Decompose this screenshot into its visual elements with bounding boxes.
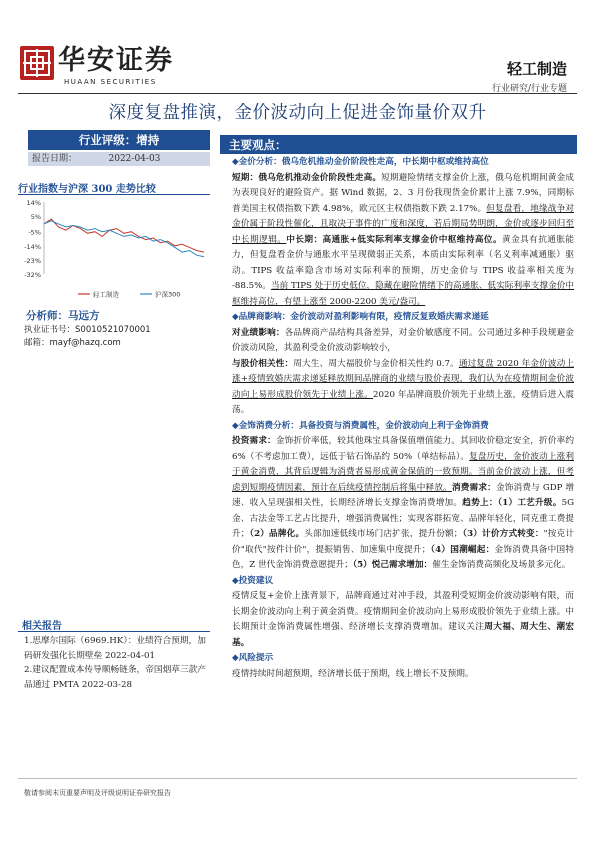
- y-tick-label: -23%: [24, 256, 41, 265]
- cert-label: 执业证书号：: [24, 325, 76, 335]
- main-header-label: 主要观点：: [229, 138, 287, 152]
- date-value: 2022-04-03: [108, 154, 161, 164]
- related-reports-list: [24, 634, 212, 692]
- footer-disclaimer: 敬请参阅末页重要声明及评级说明证券研究报告: [24, 789, 171, 797]
- legend-label: 沪深300: [155, 290, 181, 299]
- y-tick-label: -32%: [24, 271, 41, 279]
- y-tick-label: 14%: [26, 199, 41, 207]
- section-heading: [232, 155, 574, 171]
- email: [24, 336, 121, 348]
- logo-english: HUAAN SECURITIES: [64, 78, 157, 86]
- header-divider: [18, 93, 577, 94]
- industry-name: 轻工制造: [506, 60, 567, 78]
- section-heading: [232, 651, 574, 667]
- email-value: mayf@hazq.com: [49, 338, 121, 348]
- section-title: 品牌商影响：金价波动对盈利影响有限，疫情反复致婚庆需求递延: [238, 312, 489, 322]
- index-comparison-chart: [18, 196, 210, 304]
- y-tick-label: -14%: [24, 242, 41, 251]
- paragraph: 疫情反复+金价上涨背景下，品牌商通过对冲手段，其盈利受短期金价波动影响有限，而长期金价波动向上利于黄金消费。疫情期间金价波动向上易形成股价领先于业绩上涨。中长期预计金饰消费属性增强、经济增长支撑消费增加。建议关注周大福、周大生、潮宏基。: [232, 591, 574, 648]
- series-line-1: [44, 219, 204, 252]
- legend-label: 轻工制造: [93, 290, 119, 299]
- paragraph: 疫情持续时间超预期，经济增长低于预期，线上增长不及预期。: [232, 668, 474, 679]
- diamond-icon: ◆: [232, 157, 239, 167]
- y-tick-label: 5%: [30, 213, 41, 222]
- certificate-number: [24, 323, 151, 335]
- footer-divider: [18, 778, 577, 779]
- rating-badge: 行业评级：增持: [28, 130, 210, 150]
- related-reports-title: 相关报告: [22, 621, 62, 632]
- report-type: 行业研究/行业专题: [491, 84, 567, 94]
- chart-divider: [18, 194, 210, 195]
- page-title: 深度复盘推演，金价波动向上促进金饰量价双升: [108, 103, 487, 123]
- paragraph: 对业绩影响：各品牌商产品结构具备差异，对金价敏感度不同。公司通过多种手段规避金价波动风险，其盈利受金价波动影响较小， 与股价相关性：周大生、周大福股价与金价相关性约 0.7。通过复盘 2020 年金价波动上涨+疫情致婚庆需求递延释放期间品牌商的业绩与股价表现，我们认为在疫情期间金价波动向上易形成股价领先于业绩上涨。2020 年品牌商股价领先于业绩上涨，疫情后进入震荡。: [232, 327, 574, 415]
- diamond-icon: ◆: [232, 653, 239, 663]
- related-report-item[interactable]: 1.思摩尔国际（6969.HK）：业绩符合预期，加码研发强化长期壁垒 2022-04-01: [24, 636, 206, 661]
- cert-value: S0010521070001: [75, 325, 151, 335]
- logo-text: 华安证券: [58, 45, 174, 76]
- chart-title: 行业指数与沪深 300 走势比较: [18, 184, 156, 195]
- related-divider: [18, 631, 210, 632]
- section-title: 投资建议: [238, 575, 274, 586]
- diamond-icon: ◆: [232, 575, 239, 586]
- section-heading: [232, 310, 574, 326]
- section-title: 金价分析：俄乌危机推动金价阶段性走高，中长期中枢或维持高位: [238, 157, 489, 167]
- section-heading: [232, 574, 574, 590]
- section-title: 风险提示: [238, 653, 274, 663]
- email-label: 邮箱：: [24, 338, 50, 348]
- diamond-icon: ◆: [232, 420, 239, 431]
- paragraph: 短期：俄乌危机推动金价阶段性走高。短期避险情绪支撑金价上涨，俄乌危机期间黄金成为表现良好的避险资产。据 Wind 数据，2、3 月份我现货金价累计上涨 7.9%，同期标普美国主权债指数下跌 4.98%，欧元区主权债指数下跌 2.17%。但复盘看，地缘战争对金价属于阶段性催化，且取决于事件的广度和深度，若后期局势明朗，金价或逐步回归至中长期逻辑。中长期：高通胀+低实际利率支撑金价中枢维持高位。黄金具有抗通胀能力，但复盘看金价与通胀水平呈现微弱正关系，本质由实际利率（名义利率减通胀）驱动。TIPS 收益率隐含市场对实际利率的预期，历史金价与 TIPS 收益率相关度为 -88.5%。当前 TIPS 处于历史低位，隐藏在避险情绪下的高通胀、低实际利率支撑金价中枢维持高位，有望上涨至 2000-2200 美元/盎司。: [232, 172, 574, 307]
- date-label: 报告日期：: [32, 154, 78, 164]
- y-tick-label: -5%: [28, 228, 41, 237]
- series-line-2: [44, 221, 204, 257]
- section-title: 金饰消费分析：具备投资与消费属性，金价波动向上利于金饰消费: [238, 420, 489, 431]
- main-body: [232, 155, 574, 682]
- company-logo-icon: [20, 46, 54, 80]
- paragraph: 投资需求：金饰折价率低，较其他珠宝具备保值增值能力。其回收价稳定安全，折价率约 6%（不考虑加工费），远低于钻石饰品约 50%（单结标品）。复盘历史，金价波动上涨利于黄金消费，其背后逻辑为消费者易形成黄金保值的一致预期。当前金价波动上涨，但考虑到短期疫情因素，预计在后续疫情控制后将集中释放。消费需求：金饰消费与 GDP 增速、收入呈现强相关性，长期经济增长支撑金饰消费增加。趋势上：（1）工艺升级。5G 金、古法金等工艺占比提升，增强消费属性；实现客群拓宽、品牌年轻化，同克重工费提升；（2）品牌化。头部加速低线市场门店扩张，提升份额；（3）计价方式转变："按克计价"取代"按件计价"，提振销售、加速集中度提升；（4）国潮崛起：金饰消费具备中国特色，Z 世代金饰消费意愿提升；（5）悦己需求增加：催生金饰消费高频化及场景多元化。: [232, 436, 574, 570]
- report-date: [28, 152, 210, 166]
- diamond-icon: ◆: [232, 312, 239, 322]
- related-report-item[interactable]: 2.建议配置成本传导顺畅链条，帝国烟草三款产品通过 PMTA 2022-03-28: [24, 665, 207, 690]
- analyst-name: 分析师：马远方: [26, 310, 100, 322]
- section-heading: [232, 419, 574, 435]
